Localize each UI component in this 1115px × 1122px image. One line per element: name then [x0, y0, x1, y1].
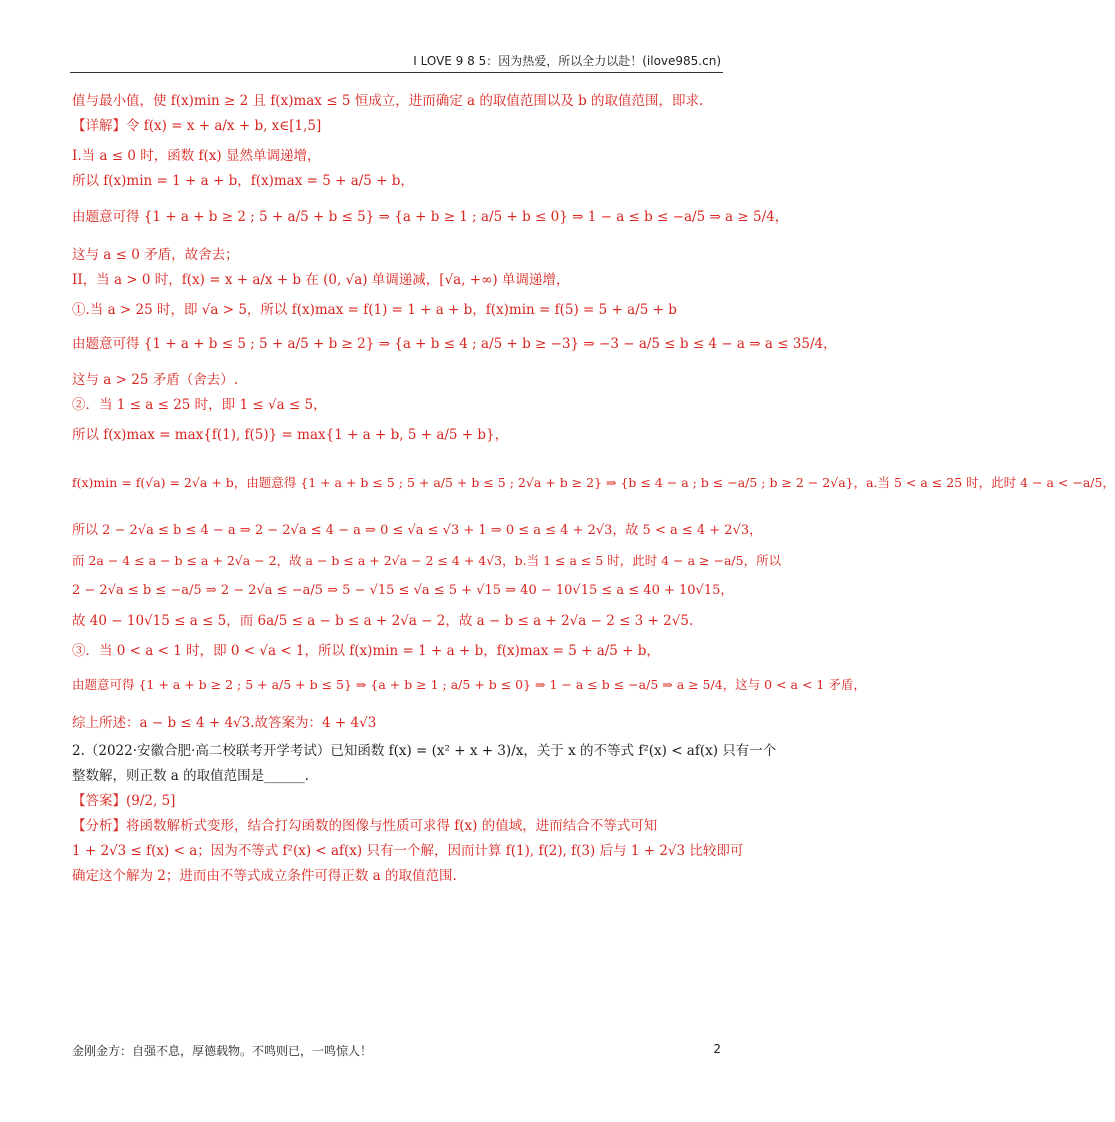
text-line: 这与 a ≤ 0 矛盾，故舍去；	[72, 247, 239, 263]
text-line: 2 − 2√a ≤ b ≤ −a/5 ⇒ 2 − 2√a ≤ −a/5 ⇒ 5 − √15 ≤ √a ≤ 5 + √15 ⇒ 40 − 10√15 ≤ a ≤ 40 + 10√15，	[72, 583, 734, 598]
text-line: 所以 f(x)max = max{f(1), f(5)} = max{1 + a + b, 5 + a/5 + b}，	[72, 427, 509, 443]
text-line: 综上所述：a − b ≤ 4 + 4√3.故答案为：4 + 4√3	[72, 715, 377, 731]
text-line: 【答案】(9/2, 5]	[72, 793, 176, 809]
footer-motto: 金刚金方：自强不息，厚德载物。不鸣则已，一鸣惊人！	[72, 1044, 373, 1058]
text-line: 由题意可得 {1 + a + b ≥ 2 ; 5 + a/5 + b ≤ 5} ⇒ {a + b ≥ 1 ; a/5 + b ≤ 0} ⇒ 1 − a ≤ b ≤ −a/5 ⇒ a ≥ 5/4，这与 0 < a < 1 矛盾，	[72, 677, 866, 692]
text-line: 故 40 − 10√15 ≤ a ≤ 5，而 6a/5 ≤ a − b ≤ a + 2√a − 2，故 a − b ≤ a + 2√a − 2 ≤ 3 + 2√5.	[72, 613, 694, 629]
text-line: 【分析】将函数解析式变形，结合打勾函数的图像与性质可求得 f(x) 的值域，进而结合不等式可知	[72, 818, 658, 834]
page-number: 2	[713, 1042, 721, 1056]
text-line: 值与最小值，使 f(x)min ≥ 2 且 f(x)max ≤ 5 恒成立，进而确定 a 的取值范围以及 b 的取值范围，即求.	[72, 93, 704, 109]
text-line: 【详解】令 f(x) = x + a/x + b, x∈[1,5]	[72, 118, 322, 134]
header-divider	[70, 72, 723, 73]
text-line: II，当 a > 0 时，f(x) = x + a/x + b 在 (0, √a) 单调递减，[√a, +∞) 单调递增，	[72, 272, 570, 288]
text-line: ①.当 a > 25 时，即 √a > 5，所以 f(x)max = f(1) = 1 + a + b，f(x)min = f(5) = 5 + a/5 + b	[72, 302, 677, 318]
text-line: f(x)min = f(√a) = 2√a + b，由题意得 {1 + a + b ≤ 5 ; 5 + a/5 + b ≤ 5 ; 2√a + b ≥ 2} ⇒ {b ≤ 4 − a ; b ≤ −a/5 ; b ≥ 2 − 2√a}，a.当 5 < a ≤ 25 时，此时 4 − a < −a/5，	[72, 475, 1115, 490]
text-line: I.当 a ≤ 0 时，函数 f(x) 显然单调递增，	[72, 148, 321, 164]
text-line: 整数解，则正数 a 的取值范围是______.	[72, 768, 309, 784]
text-line: 确定这个解为 2；进而由不等式成立条件可得正数 a 的取值范围.	[72, 868, 457, 884]
text-line: 这与 a > 25 矛盾（舍去）.	[72, 372, 238, 388]
text-line: 1 + 2√3 ≤ f(x) < a；因为不等式 f²(x) < af(x) 只有一个解，因而计算 f(1), f(2), f(3) 后与 1 + 2√3 比较即可	[72, 843, 744, 859]
text-line: 由题意可得 {1 + a + b ≥ 2 ; 5 + a/5 + b ≤ 5} ⇒ {a + b ≥ 1 ; a/5 + b ≤ 0} ⇒ 1 − a ≤ b ≤ −a/5 ⇒ a ≥ 5/4，	[72, 209, 789, 225]
text-line: 所以 2 − 2√a ≤ b ≤ 4 − a ⇒ 2 − 2√a ≤ 4 − a ⇒ 0 ≤ √a ≤ √3 + 1 ⇒ 0 ≤ a ≤ 4 + 2√3，故 5 < a ≤ 4 + 2√3，	[72, 523, 763, 538]
text-line: 2.（2022·安徽合肥·高二校联考开学考试）已知函数 f(x) = (x² + x + 3)/x，关于 x 的不等式 f²(x) < af(x) 只有一个	[72, 743, 777, 759]
text-line: 由题意可得 {1 + a + b ≤ 5 ; 5 + a/5 + b ≥ 2} ⇒ {a + b ≤ 4 ; a/5 + b ≥ −3} ⇒ −3 − a/5 ≤ b ≤ 4 − a ⇒ a ≤ 35/4，	[72, 336, 837, 352]
text-line: ③．当 0 < a < 1 时，即 0 < √a < 1，所以 f(x)min = 1 + a + b，f(x)max = 5 + a/5 + b，	[72, 643, 660, 659]
text-line: 所以 f(x)min = 1 + a + b，f(x)max = 5 + a/5 + b，	[72, 173, 414, 189]
page-header: I LOVE 9 8 5：因为热爱，所以全力以赴！(ilove985.cn)	[413, 54, 721, 68]
text-line: ②．当 1 ≤ a ≤ 25 时，即 1 ≤ √a ≤ 5，	[72, 397, 327, 413]
text-line: 而 2a − 4 ≤ a − b ≤ a + 2√a − 2，故 a − b ≤ a + 2√a − 2 ≤ 4 + 4√3，b.当 1 ≤ a ≤ 5 时，此时 4 − a ≥ −a/5，所以	[72, 553, 782, 568]
document-body	[72, 92, 1115, 892]
